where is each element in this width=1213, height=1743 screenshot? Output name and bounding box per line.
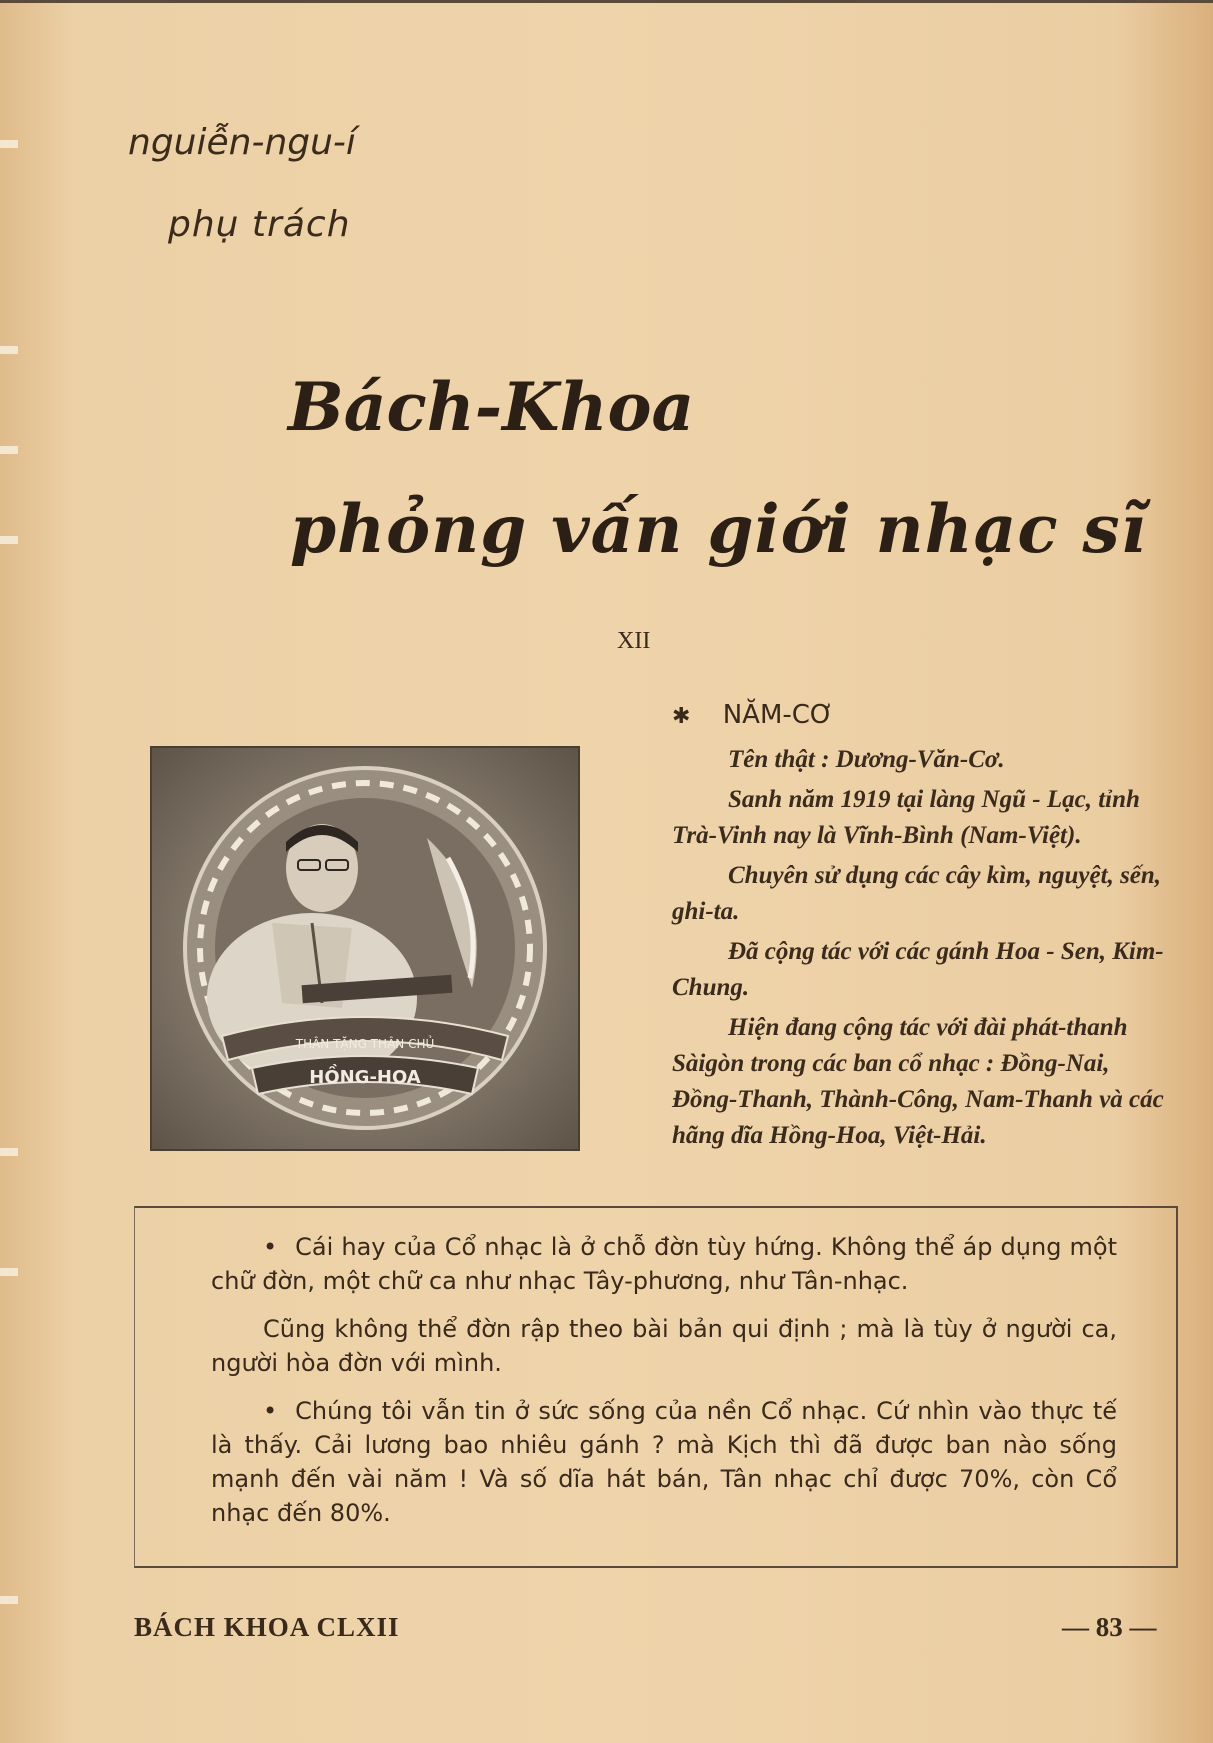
binding-notch xyxy=(0,346,18,354)
binding-notch xyxy=(0,140,18,148)
quote-box xyxy=(134,1206,1178,1568)
quote-text xyxy=(211,1230,1117,1544)
bio-paragraph: Sanh năm 1919 tại làng Ngũ - Lạc, tỉnh Trà-Vinh nay là Vĩnh-Bình (Nam-Việt). xyxy=(672,786,1140,849)
page-top-edge xyxy=(0,0,1213,3)
page-number: — 83 — xyxy=(1062,1612,1157,1642)
quote-paragraph xyxy=(211,1230,1117,1298)
quote-paragraph-text: Chúng tôi vẫn tin ở sức sống của nền Cổ nhạc. Cứ nhìn vào thực tế là thấy. Cải lương bao nhiêu gánh ? mà Kịch thì đã được ban nào sống mạnh đến vài năm ! Và số dĩa hát bán, Tân nhạc chỉ được 70%, còn Cổ nhạc đến 80%. xyxy=(211,1397,1117,1527)
star-icon: ✱ xyxy=(672,704,691,729)
photo-banner-top: THÂN TẶNG THÂN CHỦ xyxy=(295,1037,435,1051)
binding-notch xyxy=(0,1148,18,1156)
column-author: nguiễn-ngu-í xyxy=(128,122,356,163)
bio-paragraph: Tên thật : Dương-Văn-Cơ. xyxy=(728,746,1005,773)
bio-paragraph: Đã cộng tác với các gánh Hoa - Sen, Kim-Chung. xyxy=(672,938,1164,1001)
binding-notch xyxy=(0,1268,18,1276)
quote-paragraph-text: Cái hay của Cổ nhạc là ở chỗ đờn tùy hứng. Không thể áp dụng một chữ đờn, một chữ ca như nhạc Tây-phương, như Tân-nhạc. xyxy=(211,1233,1117,1295)
musician-name: NĂM-CƠ xyxy=(722,700,834,730)
series-numeral: XII xyxy=(617,628,651,654)
bullet-icon: • xyxy=(263,1397,278,1425)
bio-paragraph: Chuyên sử dụng các cây kìm, nguyệt, sến, ghi-ta. xyxy=(672,862,1162,925)
photo-banner-main: HỒNG-HOA xyxy=(309,1067,421,1088)
musician-bio xyxy=(672,742,1180,1158)
article-title-line1: Bách-Khoa xyxy=(288,368,695,446)
column-role: phụ trách xyxy=(168,204,351,245)
musician-photo xyxy=(150,746,580,1151)
quote-paragraph: Cũng không thể đờn rập theo bài bản qui định ; mà là tùy ở người ca, người hòa đờn với mình. xyxy=(211,1315,1117,1377)
musician-name-line xyxy=(672,700,834,730)
publication-footer: BÁCH KHOA CLXII xyxy=(134,1612,400,1642)
quote-paragraph xyxy=(211,1394,1117,1530)
record-label-photo xyxy=(152,748,578,1149)
binding-notch xyxy=(0,536,18,544)
bio-paragraph: Hiện đang cộng tác với đài phát-thanh Sàigòn trong các ban cổ nhạc : Đồng-Nai, Đồng-Thanh, Thành-Công, Nam-Thanh và các hãng dĩa Hồng-Hoa, Việt-Hải. xyxy=(672,1014,1164,1149)
binding-notch xyxy=(0,446,18,454)
bullet-icon: • xyxy=(263,1233,278,1261)
article-title-line2: phỏng vấn giới nhạc sĩ xyxy=(290,490,1147,568)
binding-notch xyxy=(0,1596,18,1604)
